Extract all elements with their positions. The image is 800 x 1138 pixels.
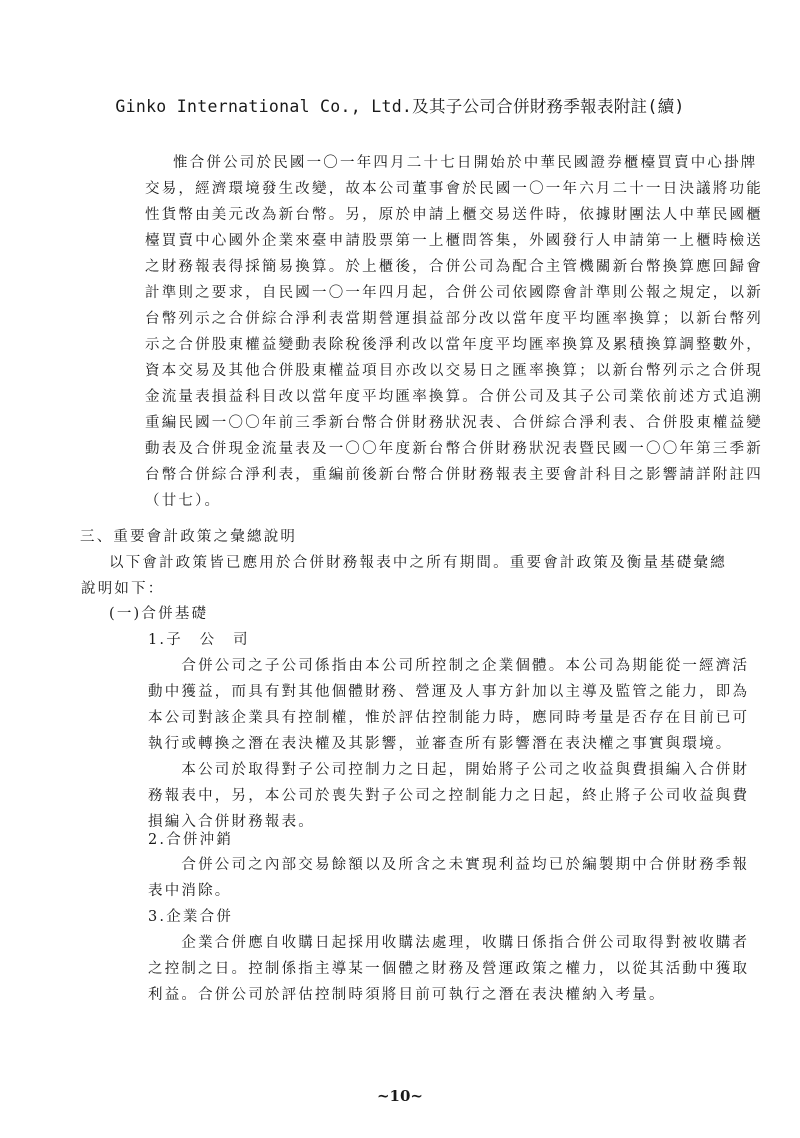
item-body-business-combination — [148, 930, 749, 1008]
page-number: ~10~ — [376, 1087, 423, 1105]
text-line: 檯買賣中心國外企業來臺申請股票第一上櫃問答集，外國發行人申請第一上櫃時檢送 — [145, 233, 763, 249]
text-line: 性貨幣由美元改為新台幣。另，原於申請上櫃交易送件時，依據財團法人中華民國櫃 — [145, 207, 763, 223]
section-intro — [81, 550, 727, 602]
text-line: 示之合併股東權益變動表除稅後淨利改以當年度平均匯率換算及累積換算調整數外， — [145, 337, 763, 353]
text-line: 合併公司之內部交易餘額以及所含之未實現利益均已於編製期中合併財務季報 — [148, 857, 750, 873]
paragraph-currency-change — [145, 150, 763, 514]
item-title-elimination: 2.合併沖銷 — [148, 832, 234, 848]
text-line: 交易，經濟環境發生改變，故本公司董事會於民國一〇一年六月二十一日決議將功能 — [145, 181, 763, 197]
text-line: 動中獲益，而具有對其他個體財務、營運及人事方針加以主導及監管之能力，即為 — [148, 684, 750, 700]
text-line: 利益。合併公司於評估控制時須將目前可執行之潛在表決權納入考量。 — [148, 987, 666, 1003]
subsection-heading: (一)合併基礎 — [109, 606, 209, 622]
item-body-subsidiary — [148, 653, 749, 835]
page-header-title: Ginko International Co., Ltd.及其子公司合併財務季報表附註(續) — [115, 97, 685, 116]
text-line: 資本交易及其他合併股東權益項目亦改以交易日之匯率換算；以新台幣列示之合併現 — [145, 363, 763, 379]
text-line: 之財務報表得採簡易換算。於上櫃後，合併公司為配合主管機關新台幣換算應回歸會 — [145, 259, 763, 275]
text-line: 計準則之要求，自民國一〇一年四月起，合併公司依國際會計準則公報之規定，以新 — [145, 285, 763, 301]
text-line: 損編入合併財務報表。 — [148, 814, 315, 830]
text-line: 企業合併應自收購日起採用收購法處理，收購日係指合併公司取得對被收購者 — [148, 935, 750, 951]
text-line: 之控制之日。控制係指主導某一個體之財務及營運政策之權力，以從其活動中獲取 — [148, 961, 750, 977]
text-line: 以下會計政策皆已應用於合併財務報表中之所有期間。重要會計政策及衡量基礎彙總 — [109, 555, 727, 571]
text-line: 動表及合併現金流量表及一〇〇年度新台幣合併財務狀況表暨民國一〇〇年第三季新 — [145, 441, 763, 457]
text-line: 台幣列示之合併綜合淨利表當期營運損益部分改以當年度平均匯率換算；以新台幣列 — [145, 311, 763, 327]
text-line: 務報表中，另，本公司於喪失對子公司之控制能力之日起，終止將子公司收益與費 — [148, 788, 750, 804]
text-line: 重編民國一〇〇年前三季新台幣合併財務狀況表、合併綜合淨利表、合併股東權益變 — [145, 415, 763, 431]
section-heading: 三、重要會計政策之彙總說明 — [80, 529, 298, 545]
text-line: 執行或轉換之潛在表決權及其影響，並審查所有影響潛在表決權之事實與環境。 — [148, 736, 733, 752]
item-title-subsidiary: 1.子 公 司 — [148, 632, 250, 648]
text-line: 說明如下： — [81, 581, 165, 597]
text-line: 合併公司之子公司係指由本公司所控制之企業個體。本公司為期能從一經濟活 — [148, 658, 750, 674]
text-line: 惟合併公司於民國一〇一年四月二十七日開始於中華民國證券櫃檯買賣中心掛牌 — [173, 155, 758, 171]
text-line: （廿七）。 — [145, 493, 222, 509]
item-body-elimination — [148, 852, 749, 904]
item-title-business-combination: 3.企業合併 — [148, 909, 234, 925]
text-line: 本公司對該企業具有控制權，惟於評估控制能力時，應同時考量是否存在目前已可 — [148, 710, 750, 726]
text-line: 台幣合併綜合淨利表，重編前後新台幣合併財務報表主要會計科目之影響請詳附註四 — [145, 467, 763, 483]
text-line: 表中消除。 — [148, 883, 232, 899]
text-line: 本公司於取得對子公司控制力之日起，開始將子公司之收益與費損編入合併財 — [148, 762, 750, 778]
text-line: 金流量表損益科目改以當年度平均匯率換算。合併公司及其子公司業依前述方式追溯 — [145, 389, 763, 405]
